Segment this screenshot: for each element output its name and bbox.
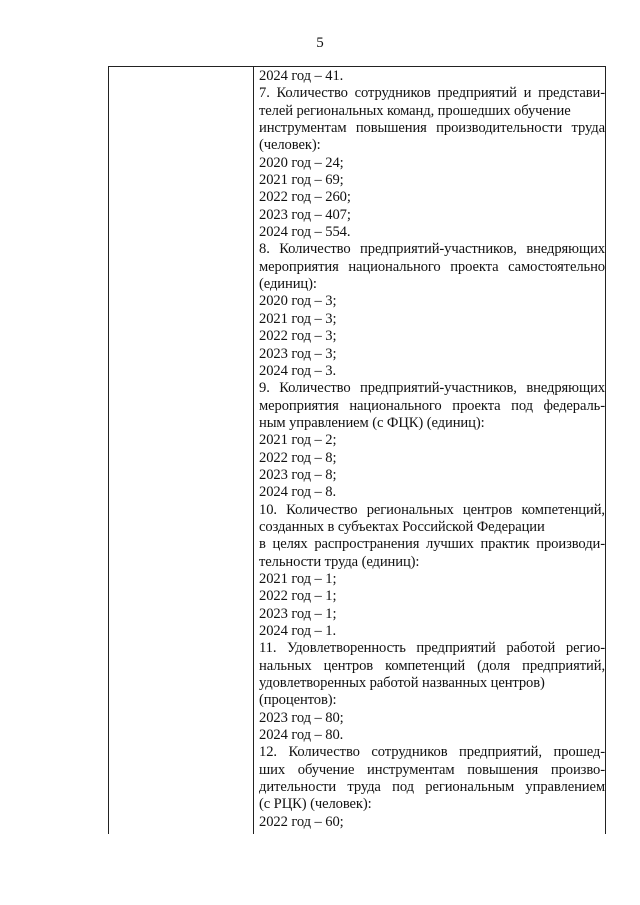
- text-line: нальных центров компетенций (доля предприятий,: [259, 657, 605, 674]
- empty-left-cell: [109, 67, 254, 834]
- text-line: 2022 год – 260;: [259, 189, 351, 206]
- text-line: 2023 год – 1;: [259, 605, 337, 622]
- text-line: 12. Количество сотрудников предприятий, прошед-: [259, 744, 605, 761]
- text-line: мероприятия национального проекта самостоятельно: [259, 258, 605, 275]
- text-line: 2024 год – 41.: [259, 68, 344, 84]
- text-line: 2021 год – 1;: [259, 570, 337, 587]
- text-line: 2022 год – 60;: [259, 813, 344, 830]
- text-line: телей региональных команд, прошедших обучение: [259, 102, 571, 119]
- text-line: дительности труда под региональным управлением: [259, 779, 605, 796]
- text-line: созданных в субъектах Российской Федерации: [259, 518, 545, 535]
- page-number: 5: [316, 35, 324, 51]
- text-line: 11. Удовлетворенность предприятий работой регио-: [259, 640, 605, 657]
- text-line: 2024 год – 8.: [259, 484, 336, 501]
- text-line: удовлетворенных работой названных центров): [259, 675, 545, 692]
- text-line: 10. Количество региональных центров компетенций,: [259, 501, 605, 518]
- text-line: 2024 год – 1.: [259, 623, 336, 639]
- text-line: 2024 год – 554.: [259, 224, 351, 241]
- text-line: (процентов):: [259, 692, 337, 709]
- text-line: 2020 год – 3;: [259, 293, 337, 310]
- text-line: 2022 год – 1;: [259, 588, 337, 605]
- text-line: ших обучение инструментам повышения произво-: [259, 761, 605, 778]
- text-line: 2024 год – 80.: [259, 727, 344, 744]
- text-line: 2022 год – 8;: [259, 449, 337, 466]
- text-line: в целях распространения лучших практик производи-: [259, 536, 605, 553]
- text-line: 7. Количество сотрудников предприятий и представи-: [259, 85, 605, 102]
- text-line: (с РЦК) (человек):: [259, 796, 372, 813]
- text-line: тельности труда (единиц):: [259, 553, 420, 570]
- text-line: 2023 год – 407;: [259, 206, 351, 223]
- text-line: ным управлением (с ФЦК) (единиц):: [259, 414, 485, 431]
- text-line: 2023 год – 3;: [259, 345, 337, 362]
- text-line: (единиц):: [259, 276, 317, 293]
- text-line: 2024 год – 3.: [259, 362, 336, 379]
- indicators-text-cell: [255, 68, 605, 831]
- text-line: 2022 год – 3;: [259, 328, 337, 345]
- text-line: 2023 год – 8;: [259, 466, 337, 483]
- text-line: 2023 год – 80;: [259, 709, 344, 726]
- text-line: (человек):: [259, 137, 321, 154]
- text-line: 2021 год – 3;: [259, 310, 337, 327]
- text-line: 2021 год – 69;: [259, 172, 344, 189]
- text-line: 8. Количество предприятий-участников, внедряющих: [259, 241, 605, 258]
- text-line: 2020 год – 24;: [259, 154, 344, 171]
- text-line: 2021 год – 2;: [259, 432, 337, 449]
- indicators-table: [108, 66, 606, 834]
- text-line: 9. Количество предприятий-участников, внедряющих: [259, 380, 605, 397]
- text-line: мероприятия национального проекта под федераль-: [259, 397, 605, 414]
- text-line: инструментам повышения производительности труда: [259, 120, 605, 137]
